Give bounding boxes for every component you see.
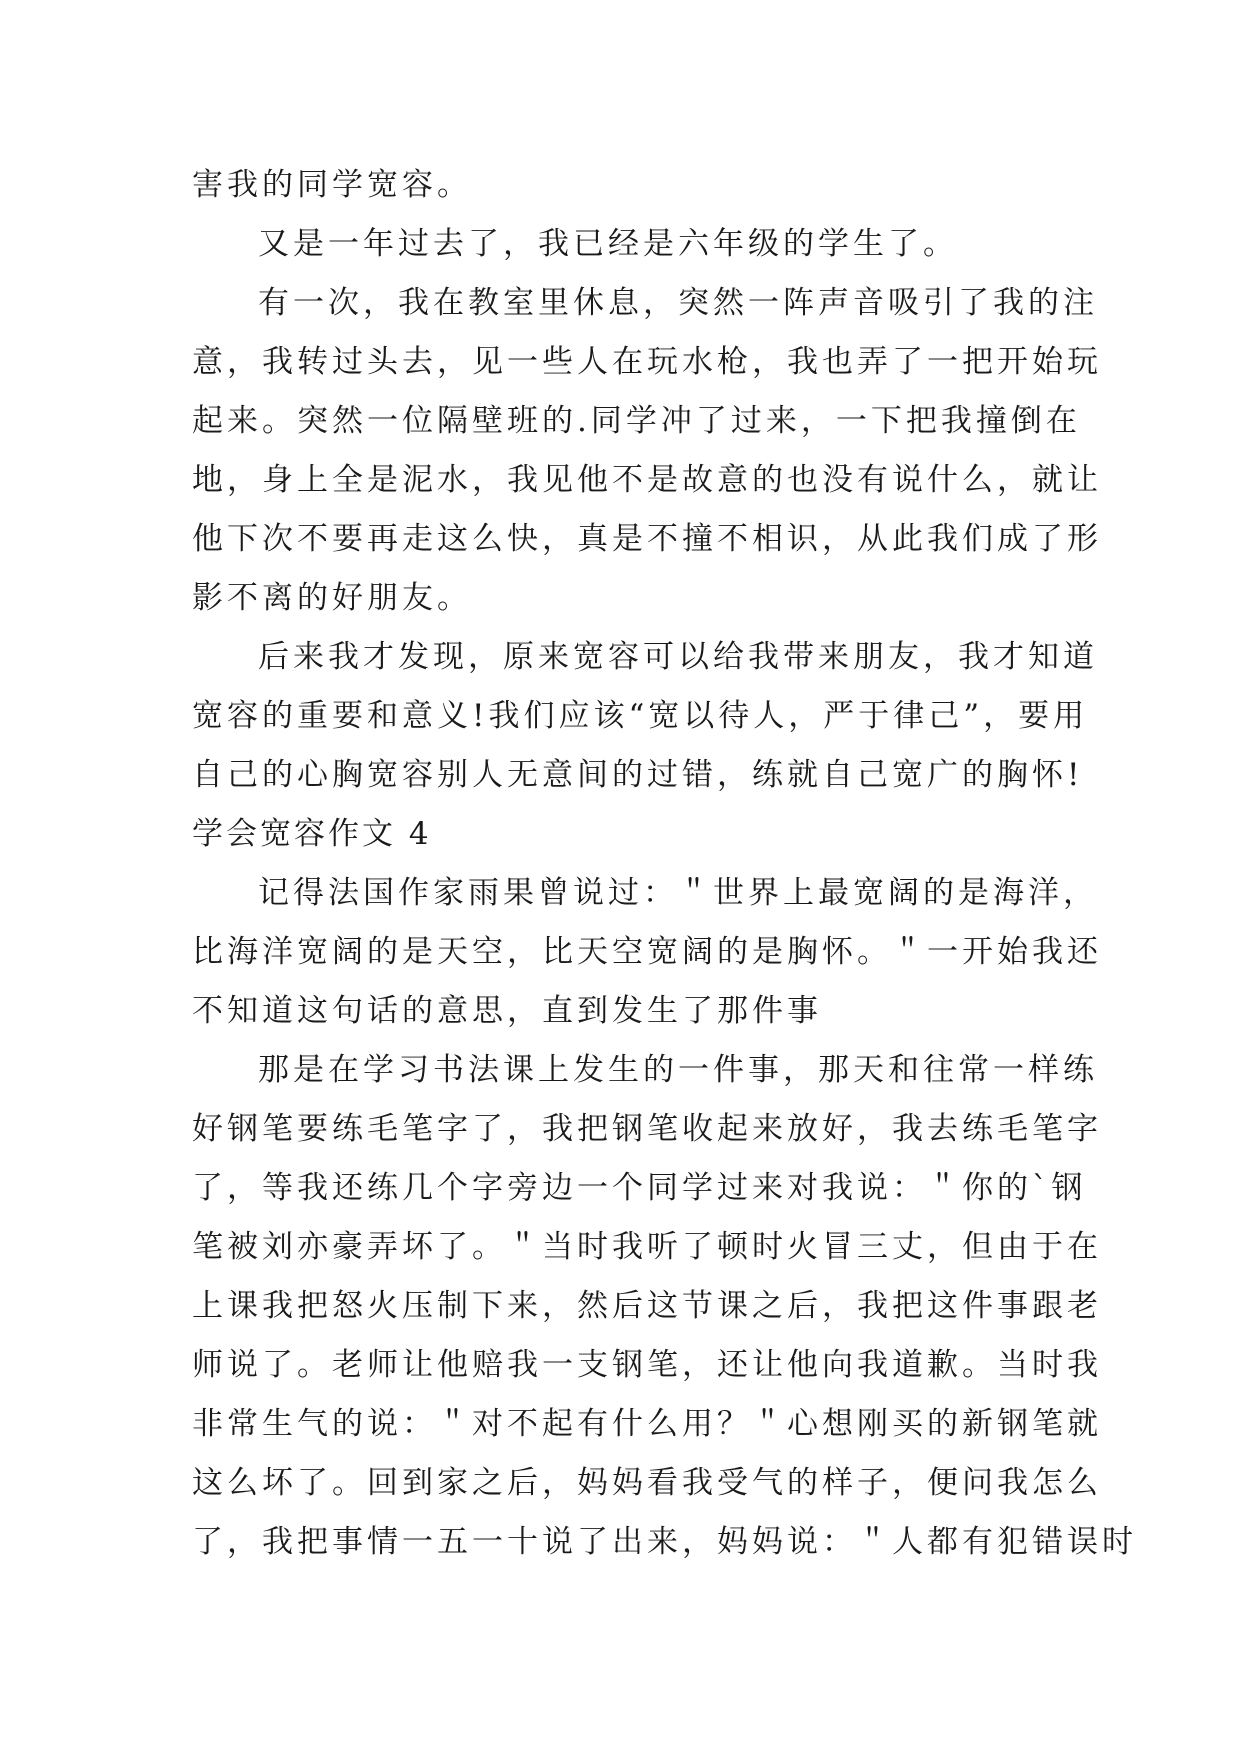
paragraph-line: 非常生气的说：＂对不起有什么用？＂心想刚买的新钢笔就	[192, 1406, 1102, 1442]
paragraph-line: 了，我把事情一五一十说了出来，妈妈说：＂人都有犯错误时	[192, 1524, 1137, 1560]
paragraph-line: 好钢笔要练毛笔字了，我把钢笔收起来放好，我去练毛笔字	[192, 1111, 1102, 1147]
paragraph-line: 影不离的好朋友。	[192, 580, 472, 616]
paragraph-line: 起来。突然一位隔壁班的.同学冲了过来，一下把我撞倒在	[192, 403, 1081, 439]
paragraph-line: 不知道这句话的意思，直到发生了那件事	[192, 993, 822, 1029]
paragraph-line: 宽容的重要和意义!我们应该“宽以待人，严于律己”，要用	[192, 698, 1089, 734]
paragraph-line: 上课我把怒火压制下来，然后这节课之后，我把这件事跟老	[192, 1288, 1102, 1324]
paragraph-line: 记得法国作家雨果曾说过：＂世界上最宽阔的是海洋，	[258, 875, 1098, 911]
paragraph-line: 意，我转过头去，见一些人在玩水枪，我也弄了一把开始玩	[192, 344, 1102, 380]
paragraph-line: 比海洋宽阔的是天空，比天空宽阔的是胸怀。＂一开始我还	[192, 934, 1102, 970]
paragraph-line: 那是在学习书法课上发生的一件事，那天和往常一样练	[258, 1052, 1098, 1088]
paragraph-line: 这么坏了。回到家之后，妈妈看我受气的样子，便问我怎么	[192, 1465, 1102, 1501]
paragraph-line: 他下次不要再走这么快，真是不撞不相识，从此我们成了形	[192, 521, 1102, 557]
paragraph-line: 笔被刘亦豪弄坏了。＂当时我听了顿时火冒三丈，但由于在	[192, 1229, 1102, 1265]
paragraph-line: 后来我才发现，原来宽容可以给我带来朋友，我才知道	[258, 639, 1098, 675]
paragraph-line: 害我的同学宽容。	[192, 167, 472, 203]
article-body	[192, 156, 1137, 1572]
paragraph-line: 了，等我还练几个字旁边一个同学过来对我说：＂你的`钢	[192, 1170, 1087, 1206]
paragraph-line: 自己的心胸宽容别人无意间的过错，练就自己宽广的胸怀!	[192, 757, 1084, 793]
paragraph-line: 地，身上全是泥水，我见他不是故意的也没有说什么，就让	[192, 462, 1102, 498]
paragraph-line: 又是一年过去了，我已经是六年级的学生了。	[258, 226, 958, 262]
paragraph-line: 师说了。老师让他赔我一支钢笔，还让他向我道歉。当时我	[192, 1347, 1102, 1383]
paragraph-line: 有一次，我在教室里休息，突然一阵声音吸引了我的注	[258, 285, 1098, 321]
section-heading: 学会宽容作文 4	[192, 816, 432, 852]
